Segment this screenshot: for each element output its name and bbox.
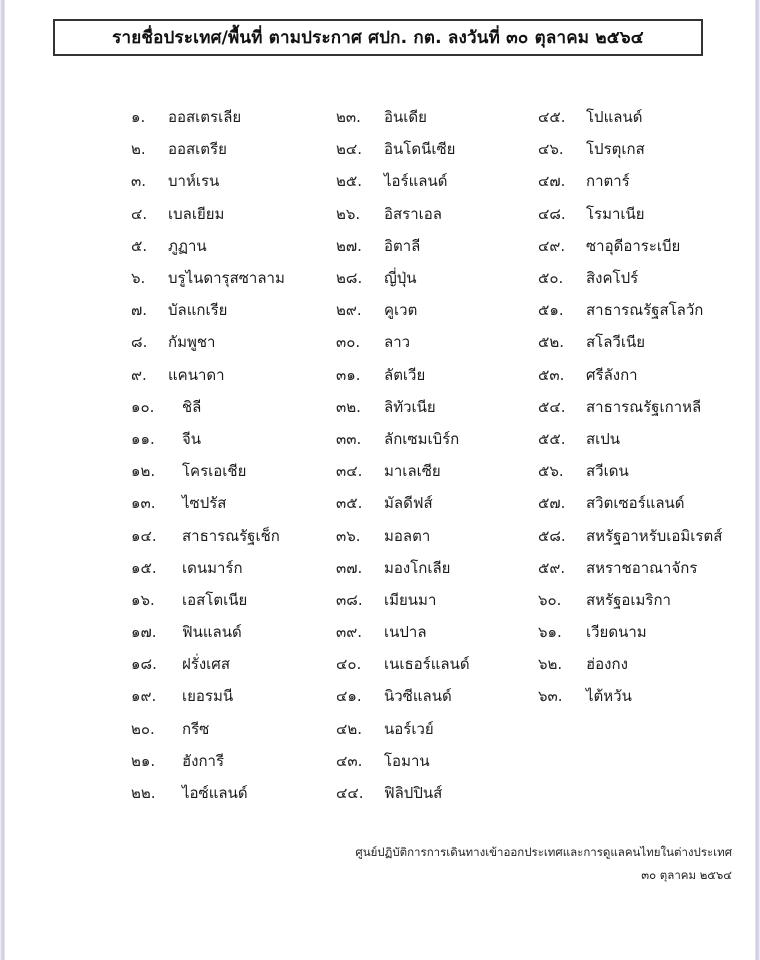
country-list-item <box>336 616 470 648</box>
country-name: อิสราเอล <box>384 204 442 223</box>
country-name: สหราชอาณาจักร <box>586 558 698 577</box>
country-name: กาตาร์ <box>586 172 630 191</box>
country-name: สาธารณรัฐสโลวัก <box>586 301 704 320</box>
country-name: กรีซ <box>182 719 210 738</box>
country-name: สิงคโปร์ <box>586 269 639 288</box>
country-list-item <box>131 262 285 294</box>
country-name: บรูไนดารุสซาลาม <box>168 269 285 288</box>
item-number: ๔๑. <box>336 687 362 706</box>
country-name: โอมาน <box>384 751 430 770</box>
item-number: ๔๘. <box>538 204 566 223</box>
country-list-item <box>538 133 722 165</box>
country-name: ซาอุดีอาระเบีย <box>586 236 681 255</box>
country-list-item <box>336 777 470 809</box>
item-number: ๓๘. <box>336 590 363 609</box>
country-list-item <box>336 359 470 391</box>
country-list-item <box>131 359 285 391</box>
item-number: ๑๑. <box>131 429 155 448</box>
country-name: เนปาล <box>384 623 427 642</box>
country-list-item <box>131 455 285 487</box>
country-list-item <box>336 519 470 551</box>
country-list-item <box>538 487 722 519</box>
item-number: ๑๗. <box>131 623 157 642</box>
country-name: ฝรั่งเศส <box>182 655 230 674</box>
item-number: ๓๒. <box>336 397 361 416</box>
item-number: ๕๖. <box>538 462 564 481</box>
country-list-item <box>131 165 285 197</box>
country-list-item <box>336 423 470 455</box>
country-list-item <box>131 133 285 165</box>
country-list-item <box>538 616 722 648</box>
item-number: ๕๙. <box>538 558 566 577</box>
country-list-item <box>336 455 470 487</box>
country-column-3 <box>538 101 722 713</box>
item-number: ๒๕. <box>336 172 363 191</box>
country-name: อิตาลี <box>384 236 421 255</box>
item-number: ๖. <box>131 269 146 288</box>
footer-organization: ศูนย์ปฏิบัติการการเดินทางเข้าออกประเทศและการดูแลคนไทยในต่างประเทศ <box>355 845 732 859</box>
country-name: จีน <box>182 429 202 448</box>
country-list-item <box>131 745 285 777</box>
country-name: นิวซีแลนด์ <box>384 687 452 706</box>
item-number: ๒๖. <box>336 204 361 223</box>
item-number: ๖๐. <box>538 590 562 609</box>
country-name: สาธารณรัฐเกาหลี <box>586 397 702 416</box>
item-number: ๓๕. <box>336 494 363 513</box>
country-name: ศรีลังกา <box>586 365 638 384</box>
country-name: อินโดนีเซีย <box>384 140 456 159</box>
country-list-item <box>538 165 722 197</box>
country-list-item <box>131 326 285 358</box>
country-list-item <box>131 552 285 584</box>
country-name: สวิตเซอร์แลนด์ <box>586 494 685 513</box>
country-name: กัมพูชา <box>168 333 216 352</box>
item-number: ๒๔. <box>336 140 363 159</box>
country-list-item <box>538 584 722 616</box>
country-name: โครเอเชีย <box>182 462 247 481</box>
item-number: ๑๙. <box>131 687 157 706</box>
item-number: ๔๖. <box>538 140 564 159</box>
item-number: ๘. <box>131 333 148 352</box>
footer-date: ๓๐ ตุลาคม ๒๕๖๔ <box>641 868 732 882</box>
country-list-item <box>538 294 722 326</box>
country-list-item <box>131 391 285 423</box>
country-list-item <box>336 552 470 584</box>
country-list-item <box>538 101 722 133</box>
country-list-item <box>538 230 722 262</box>
country-name: ชิลี <box>182 397 202 416</box>
country-list-item <box>131 423 285 455</box>
country-list-item <box>131 616 285 648</box>
country-name: มาเลเซีย <box>384 462 441 481</box>
item-number: ๓๓. <box>336 429 362 448</box>
country-list-item <box>538 519 722 551</box>
country-name: โปรตุเกส <box>586 140 645 159</box>
country-name: มอลตา <box>384 526 431 545</box>
country-list-item <box>538 680 722 712</box>
item-number: ๓๗. <box>336 558 363 577</box>
item-number: ๔๓. <box>336 751 363 770</box>
country-name: เอสโตเนีย <box>182 590 248 609</box>
country-list-item <box>336 745 470 777</box>
country-list-item <box>336 713 470 745</box>
country-column-2 <box>336 101 470 809</box>
country-list-item <box>131 519 285 551</box>
country-name: คูเวต <box>384 301 418 320</box>
country-name: สหรัฐอาหรับเอมิเรตส์ <box>586 526 723 545</box>
item-number: ๕๐. <box>538 269 564 288</box>
country-list-item <box>336 487 470 519</box>
item-number: ๖๑. <box>538 623 562 642</box>
item-number: ๒๐. <box>131 719 155 738</box>
country-name: เมียนมา <box>384 590 437 609</box>
country-name: ไอซ์แลนด์ <box>182 784 248 803</box>
item-number: ๑๖. <box>131 590 155 609</box>
item-number: ๒๑. <box>131 751 156 770</box>
country-name: มัลดีฟส์ <box>384 494 433 513</box>
country-name: โปแลนด์ <box>586 108 643 127</box>
country-list-item <box>538 359 722 391</box>
item-number: ๔. <box>131 204 148 223</box>
country-list-item <box>131 230 285 262</box>
page-edge-right <box>755 0 760 960</box>
page-edge-left <box>0 0 5 960</box>
country-name: ลัตเวีย <box>384 365 426 384</box>
country-list-item <box>336 326 470 358</box>
item-number: ๒๘. <box>336 269 363 288</box>
item-number: ๓๙. <box>336 623 363 642</box>
country-list-item <box>538 552 722 584</box>
item-number: ๑๕. <box>131 558 157 577</box>
country-name: ญี่ปุ่น <box>384 269 417 288</box>
item-number: ๒๒. <box>131 784 156 803</box>
item-number: ๔๔. <box>336 784 364 803</box>
country-list-item <box>538 326 722 358</box>
country-list-item <box>336 391 470 423</box>
item-number: ๕. <box>131 236 148 255</box>
item-number: ๗. <box>131 301 148 320</box>
country-name: ไต้หวัน <box>586 687 632 706</box>
item-number: ๔๗. <box>538 172 566 191</box>
document-title: รายชื่อประเทศ/พื้นที่ ตามประกาศ ศปก. กต. ลงวันที่ ๓๐ ตุลาคม ๒๕๖๔ <box>112 28 644 48</box>
item-number: ๕๒. <box>538 333 565 352</box>
country-list-item <box>538 198 722 230</box>
item-number: ๖๒. <box>538 655 563 674</box>
country-list-item <box>538 423 722 455</box>
country-list-item <box>538 455 722 487</box>
country-name: ไซปรัส <box>182 494 227 513</box>
item-number: ๑. <box>131 108 146 127</box>
item-number: ๔๙. <box>538 236 566 255</box>
item-number: ๑๘. <box>131 655 157 674</box>
item-number: ๑๓. <box>131 494 156 513</box>
item-number: ๕๑. <box>538 301 564 320</box>
country-name: สาธารณรัฐเช็ก <box>182 526 280 545</box>
item-number: ๒๙. <box>336 301 362 320</box>
item-number: ๓๐. <box>336 333 361 352</box>
item-number: ๓. <box>131 172 147 191</box>
country-list-item <box>336 262 470 294</box>
country-list-item <box>336 101 470 133</box>
country-list-item <box>336 230 470 262</box>
country-name: ออสเตรีย <box>168 140 227 159</box>
country-name: อินเดีย <box>384 108 427 127</box>
country-list-item <box>131 648 285 680</box>
item-number: ๓๔. <box>336 462 363 481</box>
country-list-item <box>538 391 722 423</box>
item-number: ๔๒. <box>336 719 363 738</box>
country-name: สวีเดน <box>586 462 629 481</box>
title-box <box>53 19 703 56</box>
country-list-item <box>131 777 285 809</box>
item-number: ๑๒. <box>131 462 156 481</box>
item-number: ๕๓. <box>538 365 565 384</box>
country-list-item <box>131 198 285 230</box>
country-name: ฮังการี <box>182 751 225 770</box>
country-list-item <box>131 584 285 616</box>
country-name: สเปน <box>586 429 621 448</box>
country-list-item <box>538 648 722 680</box>
country-list-item <box>131 101 285 133</box>
country-column-1 <box>131 101 285 809</box>
country-name: แคนาดา <box>168 365 225 384</box>
item-number: ๒๓. <box>336 108 361 127</box>
country-name: โรมาเนีย <box>586 204 645 223</box>
country-name: ไอร์แลนด์ <box>384 172 448 191</box>
item-number: ๕๕. <box>538 429 566 448</box>
country-name: ออสเตรเลีย <box>168 108 242 127</box>
item-number: ๕๘. <box>538 526 566 545</box>
country-list-item <box>336 133 470 165</box>
item-number: ๔๐. <box>336 655 362 674</box>
country-list-item <box>336 198 470 230</box>
country-list-item <box>336 294 470 326</box>
country-name: ลาว <box>384 333 411 352</box>
item-number: ๙. <box>131 365 147 384</box>
country-list-item <box>336 584 470 616</box>
country-name: ลิทัวเนีย <box>384 397 436 416</box>
country-list-item <box>131 487 285 519</box>
item-number: ๓๑. <box>336 365 361 384</box>
country-name: ลักเซมเบิร์ก <box>384 429 460 448</box>
country-name: สโลวีเนีย <box>586 333 645 352</box>
item-number: ๓๖. <box>336 526 361 545</box>
country-name: นอร์เวย์ <box>384 719 434 738</box>
country-name: ภูฏาน <box>168 236 207 255</box>
country-name: บาห์เรน <box>168 172 220 191</box>
item-number: ๑๐. <box>131 397 155 416</box>
item-number: ๔๕. <box>538 108 566 127</box>
country-name: เนเธอร์แลนด์ <box>384 655 470 674</box>
country-name: ฮ่องกง <box>586 655 628 674</box>
country-name: ฟินแลนด์ <box>182 623 242 642</box>
country-name: สหรัฐอเมริกา <box>586 590 671 609</box>
country-list-item <box>131 294 285 326</box>
item-number: ๕๔. <box>538 397 566 416</box>
country-name: เดนมาร์ก <box>182 558 243 577</box>
country-list-item <box>336 165 470 197</box>
country-name: บัลแกเรีย <box>168 301 228 320</box>
item-number: ๖๓. <box>538 687 563 706</box>
item-number: ๑๔. <box>131 526 157 545</box>
country-list-item <box>538 262 722 294</box>
country-name: เยอรมนี <box>182 687 234 706</box>
item-number: ๒๗. <box>336 236 362 255</box>
country-name: เวียดนาม <box>586 623 647 642</box>
item-number: ๒. <box>131 140 146 159</box>
country-list-item <box>336 680 470 712</box>
country-list-item <box>336 648 470 680</box>
country-list-item <box>131 680 285 712</box>
country-name: มองโกเลีย <box>384 558 451 577</box>
country-name: ฟิลิปปินส์ <box>384 784 443 803</box>
country-list-item <box>131 713 285 745</box>
item-number: ๕๗. <box>538 494 566 513</box>
country-name: เบลเยียม <box>168 204 225 223</box>
